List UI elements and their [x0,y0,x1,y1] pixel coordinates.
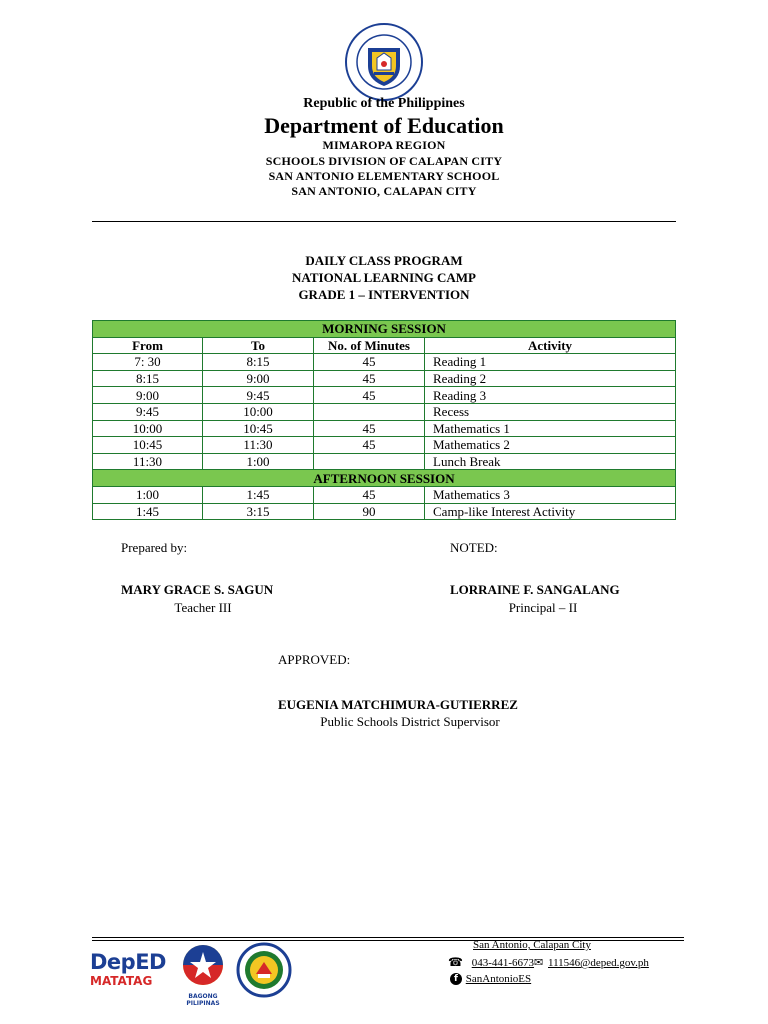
column-header: No. of Minutes [314,337,425,354]
approved-label: APPROVED: [278,652,351,667]
footer-divider [92,937,684,938]
cell-activity: Camp-like Interest Activity [425,503,676,520]
cell-from: 8:15 [93,370,203,387]
cell-activity: Recess [425,403,676,420]
deped-seal-logo [344,22,424,102]
cell-activity: Lunch Break [425,453,676,470]
cell-activity: Reading 2 [425,370,676,387]
cell-minutes: 45 [314,387,425,404]
table-row [93,370,676,387]
cell-minutes: 90 [314,503,425,520]
email-icon: ✉ [534,956,544,969]
prepared-by-position: Teacher III [174,600,232,615]
cell-from: 1:45 [93,503,203,520]
prepared-by-label: Prepared by: [121,540,188,555]
session-label: AFTERNOON SESSION [93,470,676,487]
noted-label: NOTED: [450,540,498,555]
table-row [93,453,676,470]
table-header-row [93,337,676,354]
footer-facebook[interactable]: SanAntonioES [465,973,532,985]
session-label: MORNING SESSION [93,321,676,338]
cell-to: 10:45 [203,420,314,437]
cell-from: 7: 30 [93,354,203,371]
cell-from: 9:45 [93,403,203,420]
footer-phone[interactable]: 043-441-6673 [471,957,535,969]
cell-activity: Mathematics 3 [425,486,676,503]
noted-position: Principal – II [508,600,578,615]
cell-activity: Mathematics 2 [425,437,676,454]
approved-position: Public Schools District Supervisor [320,714,500,729]
column-header: From [93,337,203,354]
cell-activity: Reading 1 [425,354,676,371]
approved-name: EUGENIA MATCHIMURA-GUTIERREZ [278,697,518,712]
cell-minutes: 45 [314,370,425,387]
noted-name: LORRAINE F. SANGALANG [450,582,620,597]
cell-activity: Reading 3 [425,387,676,404]
cell-to: 1:00 [203,453,314,470]
matatag-logo-text: MATATAG [90,974,153,988]
school-heading: SAN ANTONIO ELEMENTARY SCHOOL [268,169,500,183]
cell-from: 11:30 [93,453,203,470]
school-seal-logo [234,942,294,998]
cell-minutes: 45 [314,354,425,371]
table-row [93,354,676,371]
footer-address: San Antonio, Calapan City [473,939,591,951]
cell-minutes: 45 [314,420,425,437]
division-heading: SCHOOLS DIVISION OF CALAPAN CITY [265,154,503,168]
table-row [93,503,676,520]
bagong-pilipinas-text: BAGONG PILIPINAS [186,993,220,1007]
document-subtitle: NATIONAL LEARNING CAMP [292,270,476,285]
cell-minutes [314,403,425,420]
document-title: DAILY CLASS PROGRAM [305,253,463,268]
bagong-pilipinas-logo [172,940,234,1007]
table-row [93,486,676,503]
cell-minutes: 45 [314,437,425,454]
cell-activity: Mathematics 1 [425,420,676,437]
table-row [93,420,676,437]
table-row [93,403,676,420]
cell-to: 9:00 [203,370,314,387]
cell-to: 9:45 [203,387,314,404]
column-header: Activity [425,337,676,354]
department-heading: Department of Education [264,113,504,138]
class-program-table [92,320,676,520]
table-row [93,387,676,404]
prepared-by-name: MARY GRACE S. SAGUN [121,582,274,597]
document-grade: GRADE 1 – INTERVENTION [298,287,470,302]
facebook-icon: f [450,973,462,985]
deped-matatag-logo [90,944,170,998]
region-heading: MIMAROPA REGION [322,138,446,152]
deped-logo-text: DepED [90,950,166,974]
address-heading: SAN ANTONIO, CALAPAN CITY [291,184,477,198]
footer-email[interactable]: 111546@deped.gov.ph [548,957,649,969]
cell-minutes [314,453,425,470]
session-row [93,321,676,338]
cell-from: 9:00 [93,387,203,404]
footer-facebook-row [450,973,531,985]
republic-heading: Republic of the Philippines [303,96,465,111]
phone-icon: ☎ [448,955,463,969]
table-row [93,437,676,454]
cell-to: 1:45 [203,486,314,503]
column-header: To [203,337,314,354]
cell-to: 3:15 [203,503,314,520]
header-divider [92,221,676,222]
footer-contact-row [448,955,649,969]
bagong-pilipinas-emblem [172,940,234,988]
cell-to: 10:00 [203,403,314,420]
session-row [93,470,676,487]
cell-to: 11:30 [203,437,314,454]
cell-to: 8:15 [203,354,314,371]
cell-from: 10:00 [93,420,203,437]
cell-from: 1:00 [93,486,203,503]
cell-minutes: 45 [314,486,425,503]
cell-from: 10:45 [93,437,203,454]
